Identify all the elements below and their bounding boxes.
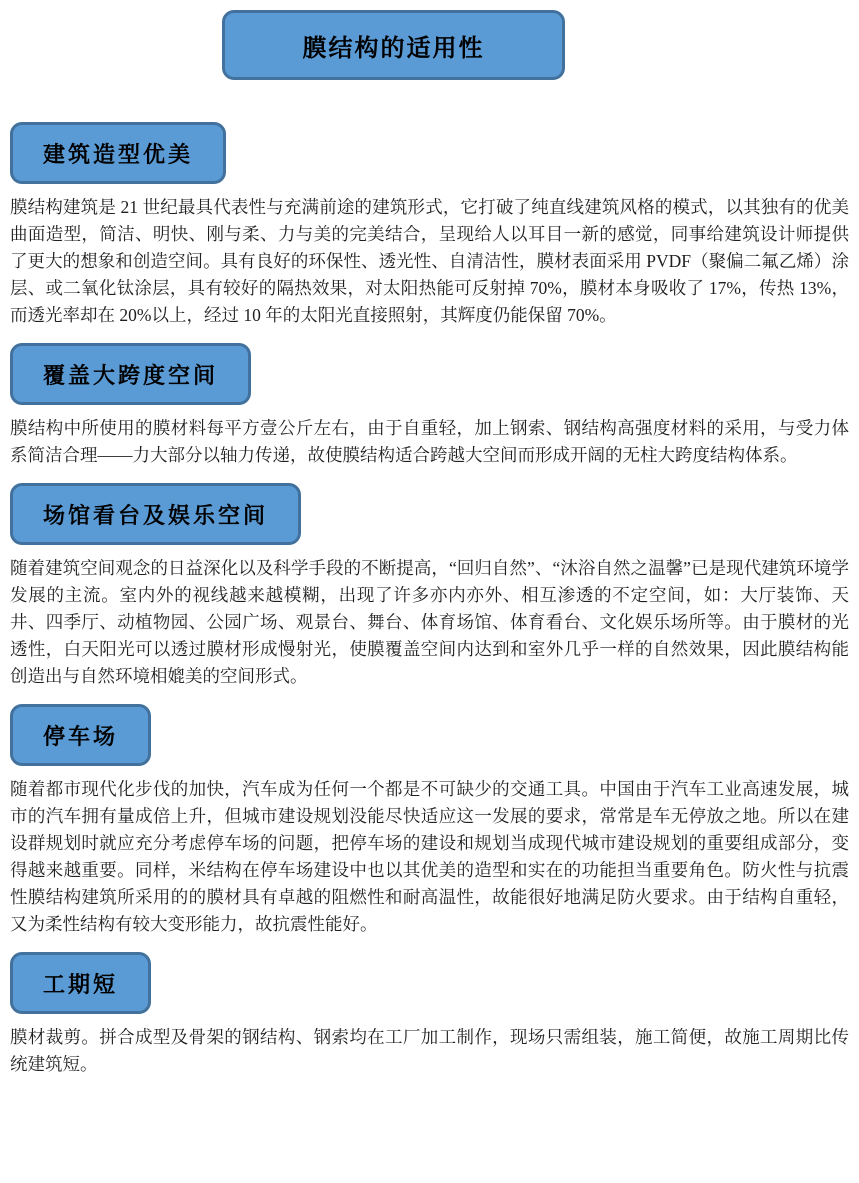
section-parking-lot <box>10 692 849 938</box>
section-paragraph: 随着都市现代化步伐的加快，汽车成为任何一个都是不可缺少的交通工具。中国由于汽车工业高速发展，城市的汽车拥有量成倍上升，但城市建设规划没能尽快适应这一发展的要求，常常是车无停放之地。所以在建设群规划时就应充分考虑停车场的问题，把停车场的建设和规划当成现代城市建设规划的重要组成部分，变得越来越重要。同样，米结构在停车场建设中也以其优美的造型和实在的功能担当重要角色。防火性与抗震性膜结构建筑所采用的的膜材具有卓越的阻燃性和耐高温性，故能很好地满足防火要求。由于结构自重轻，又为柔性结构有较大变形能力，故抗震性能好。 <box>10 779 849 934</box>
section-venues-entertainment <box>10 471 849 690</box>
page-title: 膜结构的适用性 <box>302 35 485 62</box>
section-heading: 工期短 <box>43 971 119 997</box>
section-paragraph: 膜材裁剪。拼合成型及骨架的钢结构、钢索均在工厂加工制作，现场只需组装，施工简便，故施工周期比传统建筑短。 <box>10 1027 849 1074</box>
section-heading: 场馆看台及娱乐空间 <box>43 502 269 528</box>
section-heading-box <box>10 343 251 405</box>
section-paragraph: 膜结构中所使用的膜材料每平方壹公斤左右，由于自重轻，加上钢索、钢结构高强度材料的采用，与受力体系简洁合理——力大部分以轴力传递，故使膜结构适合跨越大空间而形成开阔的无柱大跨度结构体系。 <box>10 418 849 465</box>
section-heading-box <box>10 122 226 184</box>
section-heading-box <box>10 483 301 545</box>
section-short-construction <box>10 940 849 1078</box>
title-banner <box>222 10 565 80</box>
section-beautiful-form <box>10 110 849 329</box>
section-large-span <box>10 331 849 469</box>
section-heading-box <box>10 952 151 1014</box>
section-heading: 停车场 <box>43 723 119 749</box>
section-heading: 覆盖大跨度空间 <box>43 362 219 388</box>
section-paragraph: 膜结构建筑是 21 世纪最具代表性与充满前途的建筑形式，它打破了纯直线建筑风格的模式，以其独有的优美曲面造型，简洁、明快、刚与柔、力与美的完美结合，呈现给人以耳目一新的感觉，同事给建筑设计师提供了更大的想象和创造空间。具有良好的环保性、透光性、自清洁性，膜材表面采用 PVDF（聚偏二氟乙烯）涂层、或二氧化钛涂层，具有较好的隔热效果，对太阳热能可反射掉 70%，膜材本身吸收了 17%，传热 13%，而透光率却在 20%以上，经过 10 年的太阳光直接照射，其辉度仍能保留 70%。 <box>10 197 849 325</box>
section-heading-box <box>10 704 151 766</box>
section-heading: 建筑造型优美 <box>43 141 194 167</box>
section-paragraph: 随着建筑空间观念的日益深化以及科学手段的不断提高，“回归自然”、“沐浴自然之温馨”已是现代建筑环境学发展的主流。室内外的视线越来越模糊，出现了许多亦内亦外、相互渗透的不定空间，如：大厅装饰、天井、四季厅、动植物园、公园广场、观景台、舞台、体育场馆、体育看台、文化娱乐场所等。由于膜材的光透性，白天阳光可以透过膜材形成慢射光，使膜覆盖空间内达到和室外几乎一样的自然效果，因此膜结构能创造出与自然环境相媲美的空间形式。 <box>10 558 849 686</box>
